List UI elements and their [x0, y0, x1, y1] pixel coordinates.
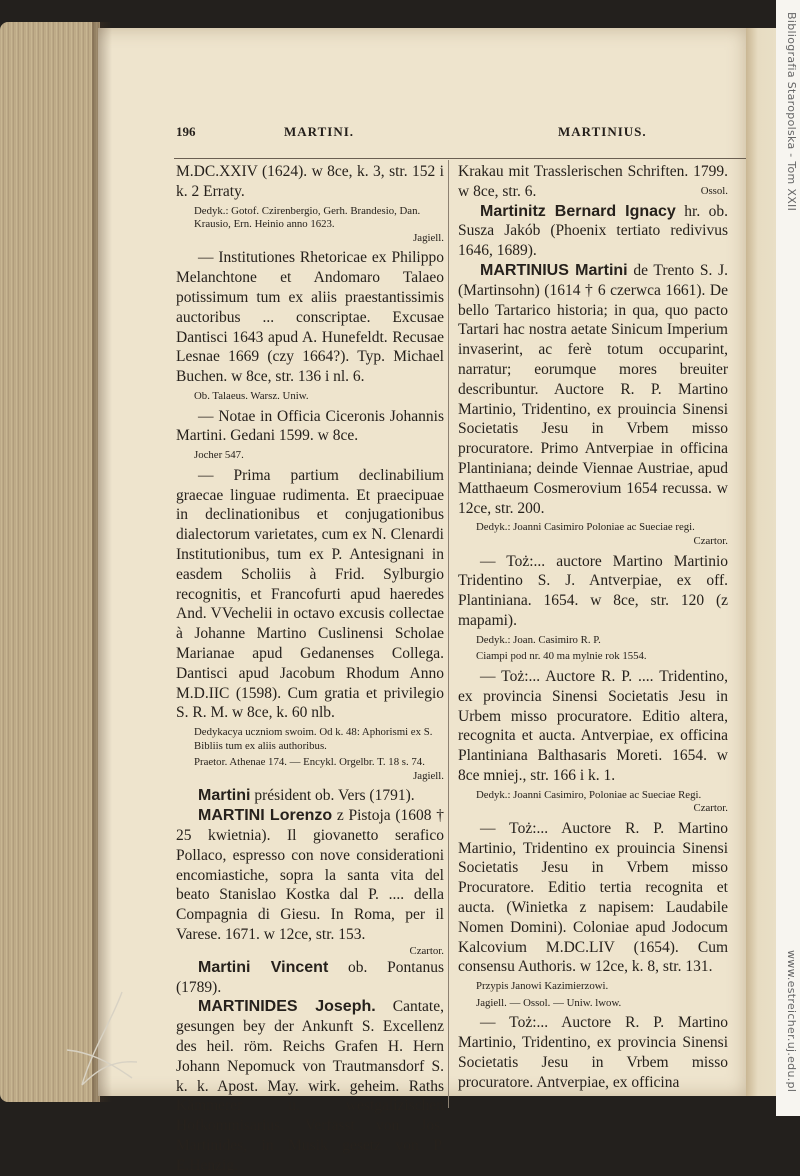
library-tag: Jagiell.: [413, 231, 444, 244]
footnote-line: [194, 205, 444, 246]
entry-text: hr. ob. Susza Jakób (Phoenix tertiato redivivus 1646, 1689).: [458, 202, 729, 260]
entry: [176, 958, 444, 998]
footnote-line: [476, 634, 728, 648]
entry: [458, 261, 728, 518]
running-header: [98, 124, 758, 144]
library-tag: Czartor.: [409, 944, 444, 957]
footnote-line: [476, 980, 728, 994]
archive-title: Bibliografia Staropolska - Tom XXII: [785, 12, 798, 212]
footnote-text: Dedyk.: Gotof. Czirenbergio, Gerh. Brandesio, Dan. Krausio, Ern. Heinio anno 1623.: [194, 204, 421, 231]
column-separator: [448, 160, 449, 1108]
entry: [458, 202, 728, 261]
entry: [176, 806, 444, 958]
entry-name: MARTINIUS Martini: [480, 261, 628, 279]
footnote-line: [194, 756, 444, 783]
paragraph-text: — Notae in Officia Ciceronis Johannis Martini. Gedani 1599. w 8ce.: [176, 407, 444, 445]
next-page-edge: [746, 28, 776, 1096]
footnote-line: [476, 650, 728, 664]
entry-text: Cantate, gesungen bey der Ankunft S. Excellenz des heil. röm. Reichs Grafen H. Hern Johann Nepomuck von Trautmansdorf S. k. k. Apost. May. wirk. geheim. Raths Kämmerer u. westgalizischen Hofkommisarius. Verfasst von Jos. Martinides, in Musik gesetz von P. E.Henzig.: [176, 998, 444, 1174]
footnote-text: Dedyk.: Joan. Casimiro R. P.: [476, 633, 601, 646]
footnote-text: Jocher 547.: [194, 449, 244, 462]
footnote-line: [476, 789, 728, 816]
paragraph-text: Krakau mit Trasslerischen Schriften. 1799. w 8ce, str. 6.: [458, 163, 728, 200]
footnote-line: [194, 449, 444, 463]
entry-name: Martinitz Bernard Ignacy: [480, 202, 676, 220]
gutter-shadow: [92, 22, 112, 1102]
paragraph-text: — Toż:... Auctore R. P. Martino Martinio, Tridentino, ex provincia Sinensi Societatis Jesu in Vrbem misso procuratore. Antverpiae, ex officina: [458, 1014, 728, 1091]
paragraph: [458, 162, 728, 202]
footnote-line: [476, 997, 728, 1011]
footnote-line: [194, 726, 444, 753]
library-tag: Jagiell.: [413, 769, 444, 782]
paragraph: [458, 552, 728, 631]
paragraph-text: M.DC.XXIV (1624). w 8ce, k. 3, str. 152 i k. 2 Erraty.: [176, 163, 444, 200]
header-rule: [174, 158, 752, 159]
footnote-text: Ciampi pod nr. 40 ma mylnie rok 1554.: [476, 650, 647, 663]
paragraph: [458, 667, 728, 786]
footnote-text: Dedykacya uczniom swoim. Od k. 48: Aphorismi ex S. Bibliis tum ex aliis authoribus.: [194, 726, 433, 752]
footnote-text: Ob. Talaeus. Warsz. Uniw.: [194, 389, 309, 402]
paragraph-text: — Toż:... auctore Martino Martinio Tridentino S. J. Antverpiae, ex off. Plantiniana. 1654. w 8ce, str. 120 (z mapami).: [458, 552, 728, 629]
header-right-title: MARTINIUS.: [558, 124, 647, 139]
footnote-text: Jagiell. — Ossol. — Uniw. lwow.: [476, 996, 622, 1009]
paragraph: [176, 248, 444, 387]
paragraph-text: — Toż:... Auctore R. P. .... Tridentino, ex provincia Sinensi Societatis Jesu in Urbem misso procuratore. Editio altera, recognita et aucta. Antverpiae, ex officina Plantiniana Balthasaris Moreti. 1654. w 8ce mniej., str. 166 i k. 1.: [458, 667, 728, 784]
paragraph-text: — Institutiones Rhetoricae ex Philippo Melanchtone et Andomaro Talaeo potissimum tum ex aliis praestantissimis auctoribus ... conscriptae. Excusae Dantisci 1643 apud A. Hunefeldt. Recusae Lesnae 1669 (czy 1664?). Typ. Michael Buchen. w 8ce, str. 136 i nl. 6.: [176, 249, 444, 386]
paragraph: [458, 819, 728, 977]
archive-strip: [776, 0, 800, 1116]
page-number: 196: [176, 124, 196, 139]
header-left-title: MARTINI.: [284, 124, 355, 139]
paragraph: [176, 162, 444, 202]
right-column: [458, 162, 728, 1093]
footnote-text: Przypis Janowi Kazimierzowi.: [476, 980, 609, 993]
entry: [176, 997, 444, 1175]
paragraph: [176, 407, 444, 447]
footnote-text: Dedyk.: Joanni Casimiro Poloniae ac Sueciae regi.: [476, 521, 695, 534]
signature-mark: [62, 990, 152, 1090]
paragraph: [458, 1013, 728, 1092]
entry: [176, 786, 444, 806]
archive-url[interactable]: www.estreicher.uj.edu.pl: [785, 950, 798, 1093]
entry-text: président ob. Vers (1791).: [250, 787, 415, 805]
footnote-text: Praetor. Athenae 174. — Encykl. Orgelbr. T. 18 s. 74.: [194, 756, 425, 769]
entry-text: z Pistoja (1608 † 25 kwietnia). Il giovanetto serafico Pollaco, espresso con nove considerationi encomiastiche, sopra la santa vita del beato Stanislao Kostka dal P. .... della Compagnia di Giesu. In Roma, per il Varese. 1671. w 12ce, str. 153.: [176, 807, 444, 944]
entry-name: MARTINI Lorenzo: [198, 807, 333, 825]
library-tag: Czartor.: [693, 802, 728, 815]
footnote-line: [194, 390, 444, 404]
left-column: [176, 162, 444, 1176]
entry-text: ob. Pontanus (1789).: [176, 958, 445, 996]
footnote-text: Dedyk.: Joanni Casimiro, Poloniae ac Sueciae Regi.: [476, 788, 702, 801]
paragraph: [176, 466, 444, 723]
page-edges: [0, 22, 100, 1102]
paragraph-text: — Prima partium declinabilium graecae linguae rudimenta. Et praecipuae in declinationibus et conjugationibus dialectorum varietates, cum ex N. Clenardi Institutionibus, tum ex P. Antesignani in easdem Scholiis à Frid. Sylburgio recognitis, et Francofurti apud haeredes And. VVechelii in octavo excusis collectae à Johanne Martino Cuslinensi Scholae Marianae apud Gedanenses Collega. Dantisci apud Jacobum Rhodum Anno M.D.IIC (1598). Cum gratia et privilegio S. R. M. w 8ce, k. 60 nlb.: [176, 466, 444, 722]
entry-name: MARTINIDES Joseph.: [198, 998, 376, 1016]
entry-name: Martini Vincent: [198, 958, 329, 976]
paragraph-text: — Toż:... Auctore R. P. Martino Martinio, Tridentino ex prouincia Sinensi Societatis Jesu in Vrbem misso Procuratore. Editio tertia recognita et aucta. (Winietka z napisem: Laudabile Nomen Domini). Coloniae apud Jodocum Kalcovium M.DC.LIV (1654). Cum consensu Authoris. w 12ce, k. 8, str. 131.: [458, 819, 728, 976]
library-tag: Czartor.: [693, 534, 728, 547]
page: [98, 28, 758, 1174]
entry-name: Martini: [198, 787, 251, 805]
footnote-line: [476, 521, 728, 548]
library-tag: Ossol.: [700, 184, 728, 197]
entry-text: de Trento S. J. (Martinsohn) (1614 † 6 czerwca 1661). De bello Tartarico historia; in qua, quo pacto Tartari hac nostra aetate Sinicum Imperium invaserint, ac ferè totum occuparint, narratur; eorumque mores breuiter describuntur. Auctore R. P. Martino Martinio, Tridentino, ex prouincia Sinensi Societatis Jesu in Vrbem misso procuratore. Primo Antverpiae in officina Plantiniana; deinde Viennae Austriae, apud Matthaeum Cosmerovium 1654 recussa. w 12ce, str. 200.: [458, 261, 728, 517]
